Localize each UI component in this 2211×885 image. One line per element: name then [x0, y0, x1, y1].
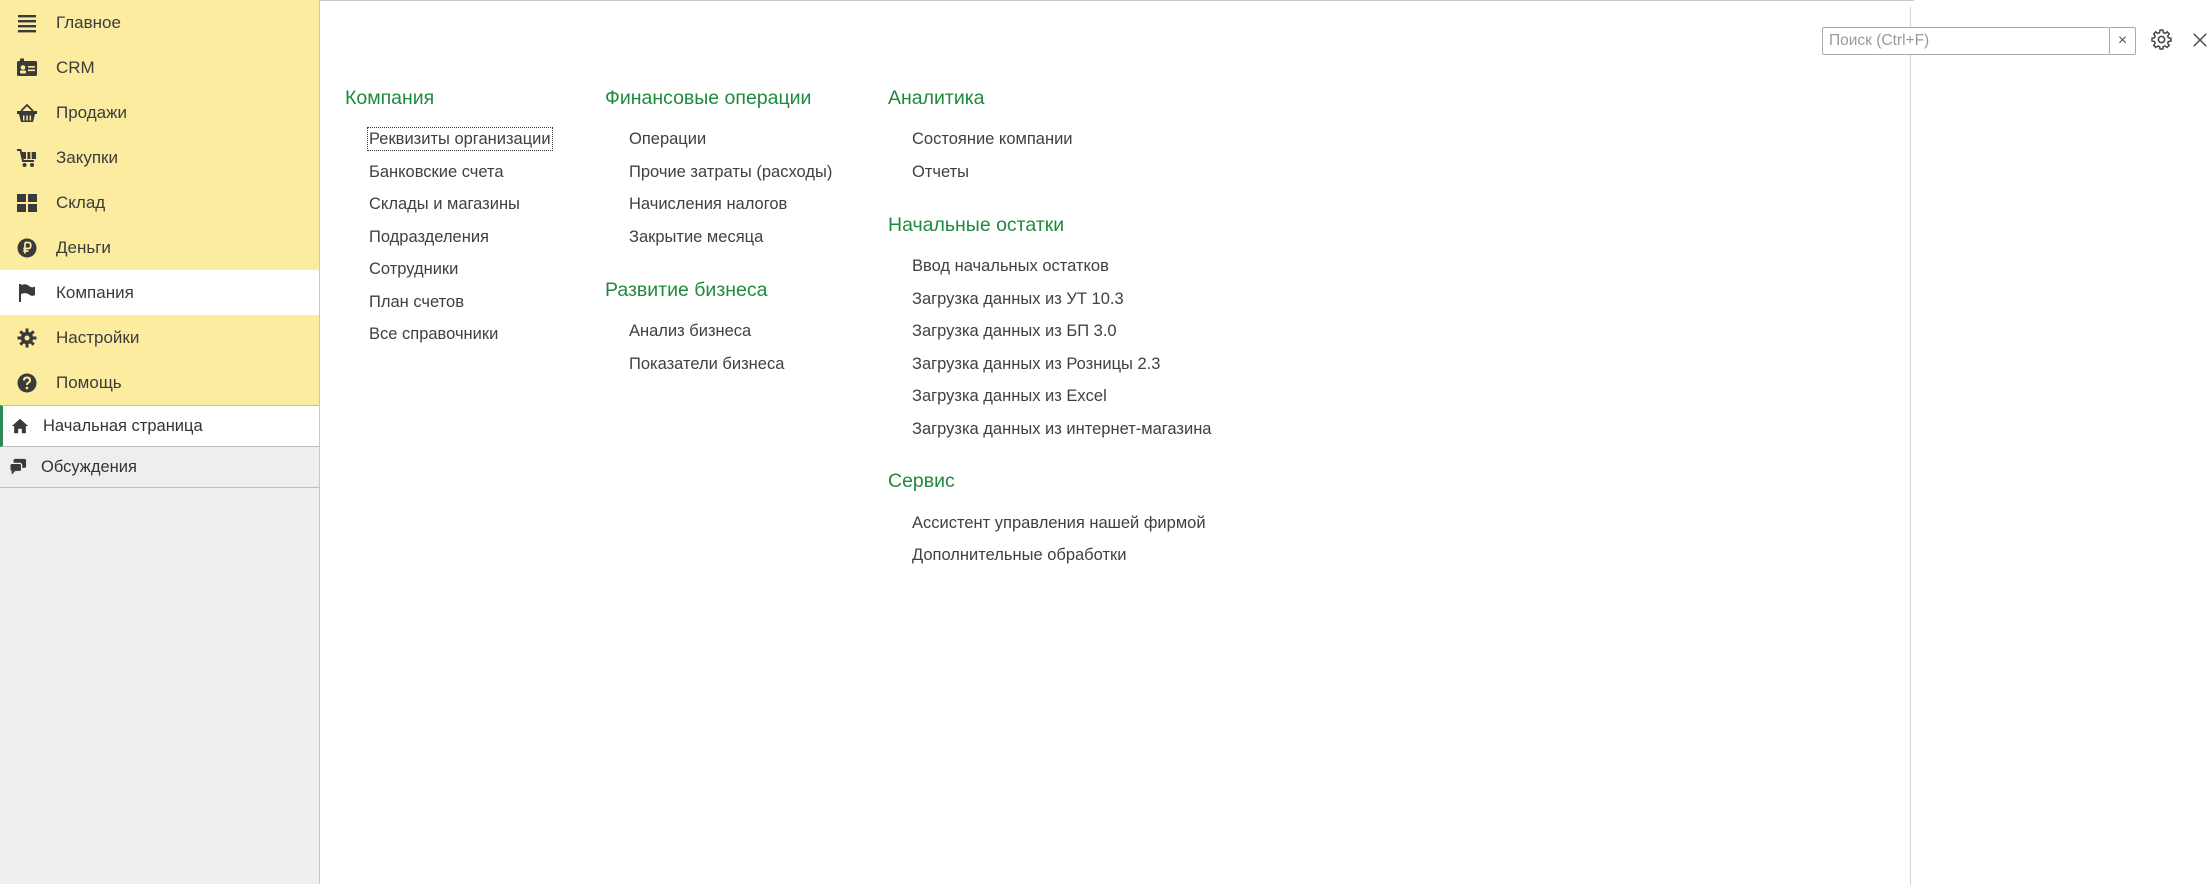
link-import-retail[interactable]: Загрузка данных из Розницы 2.3 [912, 355, 1161, 373]
section-money[interactable] [0, 225, 319, 270]
link-bank-accounts[interactable]: Банковские счета [369, 163, 504, 181]
section-label: Закупки [56, 147, 118, 167]
panel-border [1910, 7, 1911, 885]
sidebar [0, 0, 320, 884]
section-purchases[interactable] [0, 135, 319, 180]
warehouse-grid-icon [14, 192, 40, 214]
search-field[interactable] [1822, 27, 2110, 55]
section-settings[interactable] [0, 315, 319, 360]
section-label: CRM [56, 57, 95, 77]
close-button[interactable] [2189, 31, 2211, 53]
link-org-details[interactable]: Реквизиты организации [369, 130, 551, 148]
chat-bubbles-icon [7, 457, 29, 477]
search-input[interactable] [1823, 28, 2109, 54]
link-reports[interactable]: Отчеты [912, 163, 970, 181]
section-label: Склад [56, 192, 106, 212]
home-icon [9, 416, 31, 436]
section-company[interactable] [0, 270, 319, 315]
home-page-link[interactable] [0, 405, 319, 447]
basket-icon [14, 102, 40, 124]
link-import-bp[interactable]: Загрузка данных из БП 3.0 [912, 322, 1117, 340]
section-label: Главное [56, 12, 121, 32]
panel-settings-button[interactable] [2149, 30, 2173, 54]
section-crm[interactable] [0, 45, 319, 90]
link-other-expenses[interactable]: Прочие затраты (расходы) [629, 163, 833, 181]
menu-lines-icon [14, 12, 40, 34]
main-panel [320, 0, 2128, 885]
link-all-catalogs[interactable]: Все справочники [369, 325, 499, 343]
flag-icon [14, 282, 40, 304]
link-tax-accruals[interactable]: Начисления налогов [629, 195, 788, 213]
link-operations[interactable]: Операции [629, 130, 707, 148]
group-title-finance: Финансовые операции [605, 87, 812, 109]
group-title-development: Развитие бизнеса [605, 279, 768, 301]
ruble-coin-icon [14, 237, 40, 259]
close-icon [2193, 33, 2207, 52]
shopping-cart-icon [14, 147, 40, 169]
link-chart-of-accounts[interactable]: План счетов [369, 293, 464, 311]
section-main[interactable] [0, 0, 319, 45]
link-business-indicators[interactable]: Показатели бизнеса [629, 355, 785, 373]
group-title-service: Сервис [888, 470, 955, 492]
link-additional-processing[interactable]: Дополнительные обработки [912, 546, 1127, 564]
link-import-online-store[interactable]: Загрузка данных из интернет-магазина [912, 420, 1212, 438]
clear-icon: × [2117, 32, 2128, 49]
home-page-label: Начальная страница [43, 416, 203, 435]
group-title-analytics: Аналитика [888, 87, 985, 109]
group-title-company: Компания [345, 87, 435, 109]
section-label: Продажи [56, 102, 127, 122]
link-month-closing[interactable]: Закрытие месяца [629, 228, 764, 246]
section-label: Деньги [56, 237, 111, 257]
discussions-label: Обсуждения [41, 457, 137, 476]
section-label: Настройки [56, 327, 140, 347]
link-import-excel[interactable]: Загрузка данных из Excel [912, 387, 1107, 405]
link-business-analysis[interactable]: Анализ бизнеса [629, 322, 752, 340]
section-label: Помощь [56, 372, 122, 392]
section-label: Компания [56, 282, 134, 302]
link-management-assistant[interactable]: Ассистент управления нашей фирмой [912, 514, 1206, 532]
group-title-opening-balances: Начальные остатки [888, 214, 1065, 236]
help-question-icon [14, 372, 40, 394]
sections-panel [0, 0, 319, 405]
section-warehouse[interactable] [0, 180, 319, 225]
gear-icon [14, 327, 40, 349]
search-clear-button[interactable] [2110, 27, 2136, 55]
link-company-state[interactable]: Состояние компании [912, 130, 1073, 148]
link-enter-opening-balances[interactable]: Ввод начальных остатков [912, 257, 1109, 275]
link-import-ut[interactable]: Загрузка данных из УТ 10.3 [912, 290, 1124, 308]
discussions-link[interactable] [0, 447, 319, 488]
link-employees[interactable]: Сотрудники [369, 260, 459, 278]
link-warehouses-stores[interactable]: Склады и магазины [369, 195, 520, 213]
gear-icon [2151, 29, 2172, 55]
section-sales[interactable] [0, 90, 319, 135]
contact-card-icon [14, 57, 40, 79]
link-departments[interactable]: Подразделения [369, 228, 489, 246]
section-help[interactable] [0, 360, 319, 405]
